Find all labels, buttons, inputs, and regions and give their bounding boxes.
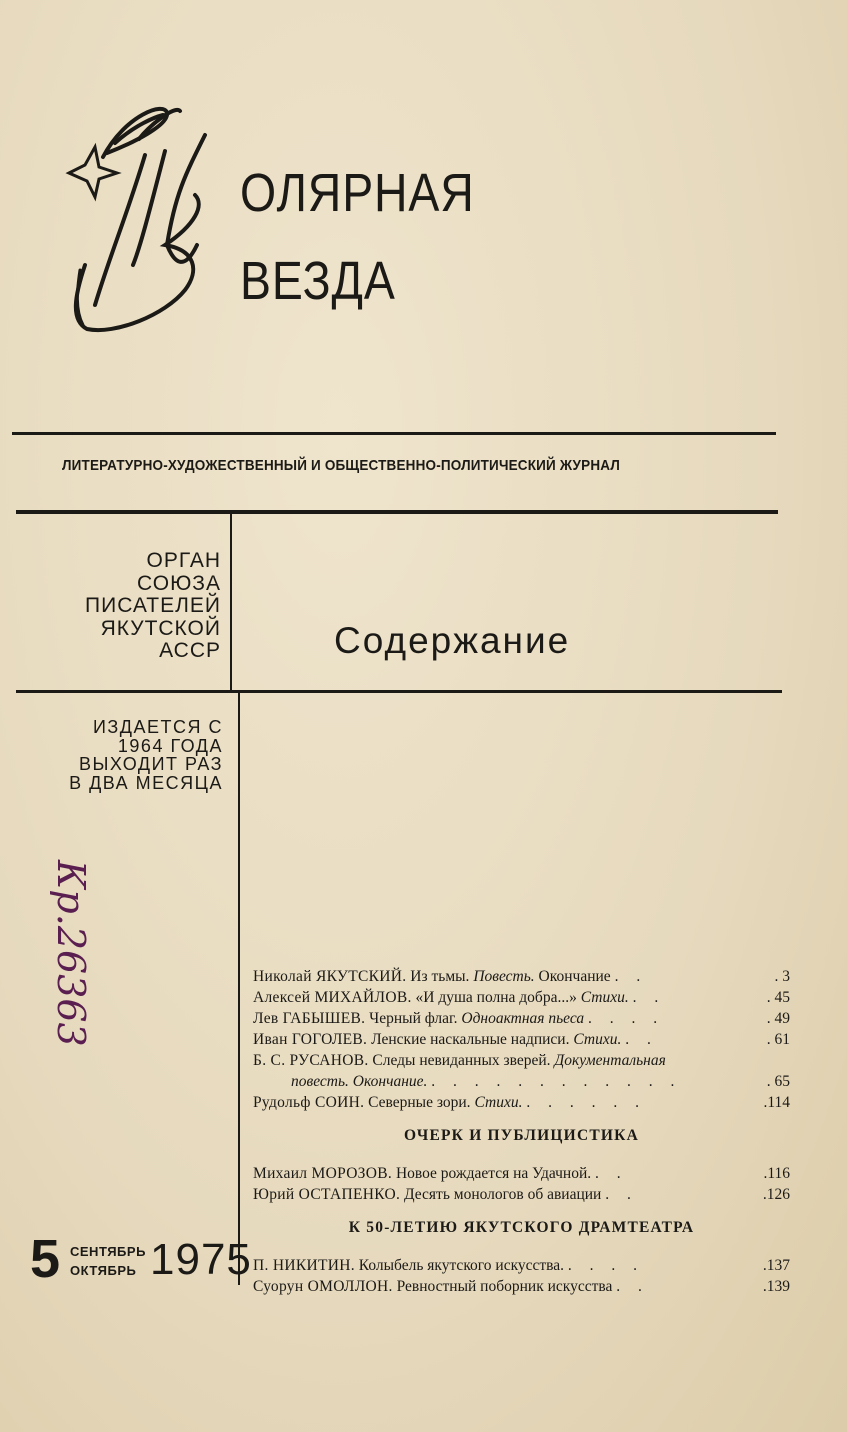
toc-title: Ленские наскальные надписи. [371,1031,570,1048]
toc-page: . 65 [766,1073,790,1090]
mid-rule [16,690,782,693]
toc-page: .137 [762,1257,790,1274]
section-heading: К 50-ЛЕТИЮ ЯКУТСКОГО ДРАМТЕАТРА [348,1219,695,1236]
organ-line: АССР [159,639,221,662]
magazine-title-line2: ВЕЗДА [240,251,396,311]
toc-row: Лев ГАБЫШЕВ. Черный флаг. Одноактная пьеса . . . . . 49 [253,1010,790,1027]
toc-title: Из тьмы. [410,968,470,985]
toc-author: Иван ГОГОЛЕВ. [253,1031,368,1048]
toc-extra: Окончание. [352,1073,428,1090]
toc-page: . 49 [766,1010,790,1027]
issue-number: 5 [30,1229,61,1289]
toc-genre: повесть. [291,1073,349,1090]
toc-page: .114 [763,1094,790,1111]
handwritten-mark-text: Кр.26363 [49,860,93,1047]
organ-line: ЯКУТСКОЙ [100,616,221,640]
toc-title: Колыбель якутского искусства. [358,1257,565,1274]
toc-title: Северные зори. [368,1094,471,1111]
organ-line: ОРГАН [146,549,221,572]
toc-author: П. НИКИТИН. [253,1257,355,1274]
toc-genre: Стихи. [474,1094,523,1111]
toc-title: Новое рождается на Удачной. [395,1165,592,1182]
published-line: ВЫХОДИТ РАЗ [78,754,223,774]
toc-row: Николай ЯКУТСКИЙ. Из тьмы. Повесть. Окончание . . . 3 [253,968,790,985]
magazine-subtitle: ЛИТЕРАТУРНО-ХУДОЖЕСТВЕННЫЙ И ОБЩЕСТВЕННО-ПОЛИТИЧЕСКИЙ ЖУРНАЛ [62,457,620,474]
vertical-rule-top [230,514,232,690]
published-line: В ДВА МЕСЯЦА [69,772,223,793]
toc-page: . 61 [766,1031,790,1048]
toc-row: Иван ГОГОЛЕВ. Ленские наскальные надписи. Стихи. . . . 61 [253,1031,790,1048]
toc-extra: Окончание [538,968,611,985]
toc-row-continuation: повесть. Окончание. . . . . . . . . . . . . . 65 [291,1073,790,1090]
toc-author: Б. С. РУСАНОВ. [253,1052,369,1069]
toc-author: Михаил МОРОЗОВ. [253,1165,393,1182]
toc-page: .139 [762,1278,790,1295]
toc-genre: Стихи. [580,989,629,1006]
toc-row: Михаил МОРОЗОВ. Новое рождается на Удачной. . . .116 [253,1165,790,1182]
issue-months [70,1242,146,1280]
vertical-rule-bottom [238,693,240,1285]
toc-row: П. НИКИТИН. Колыбель якутского искусства. . . . . .137 [253,1257,790,1274]
toc-row: Рудольф СОИН. Северные зори. Стихи. . . . . . . .114 [253,1094,790,1111]
toc-row: Юрий ОСТАПЕНКО. Десять монологов об авиации . . .126 [253,1186,790,1203]
section-heading: ОЧЕРК И ПУБЛИЦИСТИКА [404,1127,639,1144]
toc-genre: Документальная [554,1052,666,1069]
toc-title: Десять монологов об авиации [404,1186,602,1203]
published-block [69,718,223,792]
toc-author: Суорун ОМОЛЛОН. [253,1278,393,1295]
toc-page: . 45 [766,989,790,1006]
rule-under-subtitle [16,510,778,514]
toc-page: . 3 [774,968,790,985]
toc-page: .116 [763,1165,790,1182]
table-of-contents [253,966,790,1297]
toc-title: Черный флаг. [369,1010,458,1027]
published-line: 1964 ГОДА [117,735,223,756]
issue-month-1: СЕНТЯБРЬ [70,1244,146,1259]
organ-block [85,550,221,663]
toc-row: Алексей МИХАЙЛОВ. «И душа полна добра...» Стихи. . . . 45 [253,989,790,1006]
issue-year: 1975 [150,1235,252,1284]
toc-genre: Стихи. [573,1031,622,1048]
contents-heading: Содержание [334,620,571,661]
issue-month-2: ОКТЯБРЬ [70,1263,137,1278]
handwritten-mark [18,850,98,1110]
toc-author: Рудольф СОИН. [253,1094,365,1111]
magazine-title-line1: ОЛЯРНАЯ [240,163,475,223]
toc-author: Алексей МИХАЙЛОВ. [253,989,412,1006]
toc-row [253,1050,790,1071]
toc-author: Юрий ОСТАПЕНКО. [253,1186,401,1203]
top-rule [12,432,776,435]
magazine-logo [55,95,235,345]
toc-row: Суорун ОМОЛЛОН. Ревностный поборник искусства . . .139 [253,1278,790,1295]
toc-genre: Одноактная пьеса [461,1010,585,1027]
published-line: ИЗДАЕТСЯ С [92,717,223,737]
toc-author: Николай ЯКУТСКИЙ. [253,968,407,985]
toc-page: .126 [762,1186,790,1203]
toc-author: Лев ГАБЫШЕВ. [253,1010,366,1027]
organ-line: СОЮЗА [137,571,221,595]
toc-title: «И душа полна добра...» [415,989,577,1006]
organ-line: ПИСАТЕЛЕЙ [85,594,221,617]
toc-title: Следы невиданных зверей. [372,1052,551,1069]
toc-title: Ревностный поборник искусства [396,1278,613,1295]
toc-genre: Повесть. [473,968,535,985]
